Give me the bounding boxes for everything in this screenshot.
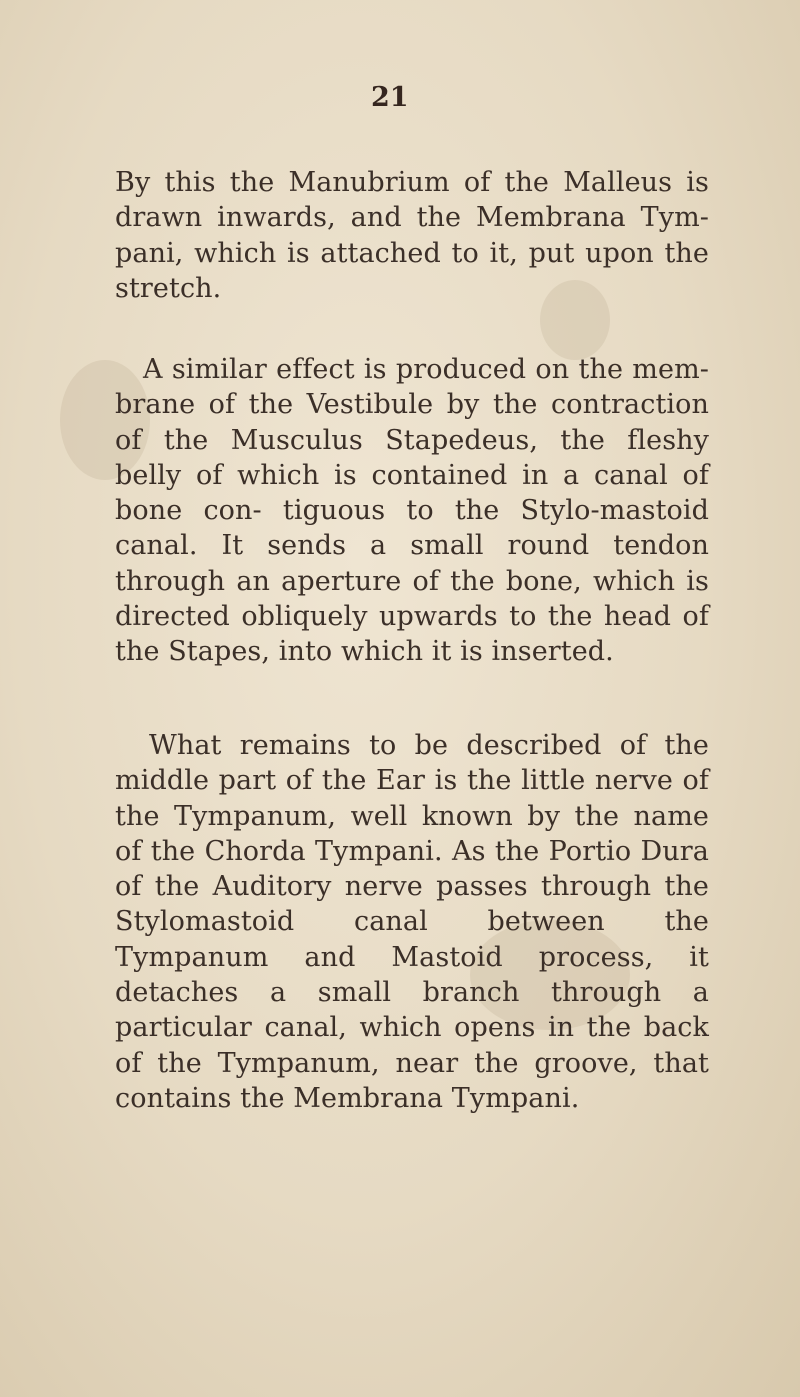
paragraph: What remains to be described of the middle part of the Ear is the little nerve of the Tympanum, well known by the name of the Chorda Tympani. As the Portio Dura of the Auditory nerve passes through the Stylomastoid canal between the Tympanum and Mastoid process, it detaches a small branch through a particular canal, which opens in the back of the Tympanum, near the groove, that contains the Membrana Tympani.: [115, 730, 709, 1114]
paragraph: By this the Manubrium of the Malleus is drawn inwards, and the Membrana Tym- pani, which is attached to it, put upon the stretch.: [115, 167, 709, 304]
paragraph: A similar effect is produced on the mem- brane of the Vestibule by the contraction of the Musculus Stapedeus, the fleshy belly of which is contained in a canal of bone con- tiguous to the Stylo-mastoid canal. It sends a small round tendon through an aperture of the bone, which is directed obliquely upwards to the head of the Stapes, into which it is inserted.: [115, 354, 709, 668]
page-number: 21: [371, 82, 409, 113]
